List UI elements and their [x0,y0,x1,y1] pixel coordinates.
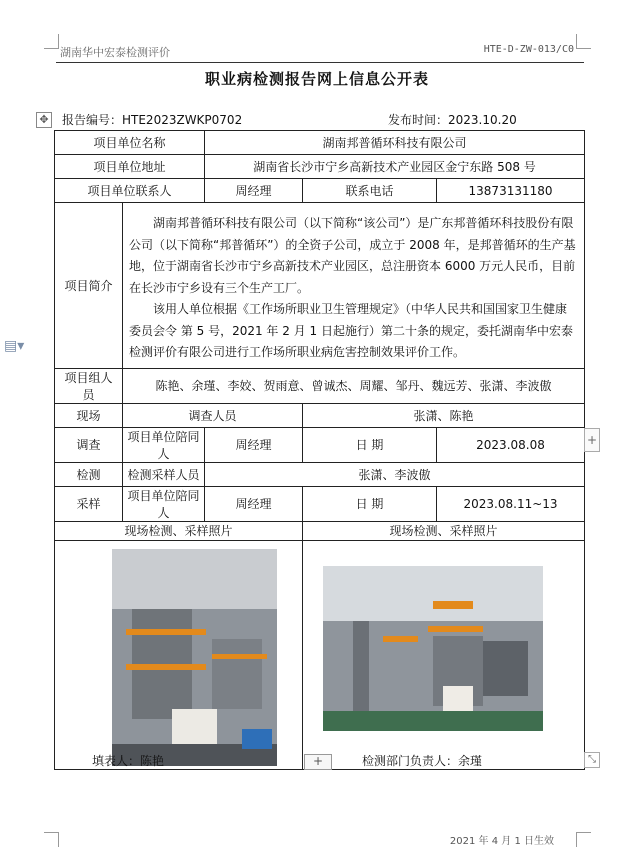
add-row-button[interactable]: + [304,754,332,770]
header-divider [56,62,584,63]
header-org: 湖南华中宏泰检测评价 [60,46,170,59]
investigator-value: 张潇、陈艳 [303,403,585,427]
intro-text [123,203,585,369]
survey-label-top: 现场 [55,403,123,427]
detect-escort-label: 项目单位陪同人 [123,486,205,521]
address-label: 项目单位地址 [55,155,205,179]
add-column-button[interactable]: + [584,428,600,452]
unit-name-label: 项目单位名称 [55,131,205,155]
sampler-label: 检测采样人员 [123,462,205,486]
sampler-value: 张潇、李波傲 [205,462,585,486]
filler-signature: 填表人：陈艳 [92,754,165,768]
intro-label: 项目简介 [55,203,123,369]
corner-mark-top-right [576,34,591,49]
detect-label-top: 检测 [55,462,123,486]
intro-paragraph-2: 该用人单位根据《工作场所职业卫生管理规定》（中华人民共和国国家卫生健康委员会令 第 5 号，2021 年 2 月 1 日起施行）第二十条的规定，委托湖南华中宏泰检测评价有限公司进行工作场所职业病危害控制效果评价工作。 [129,302,573,359]
document-options-icon[interactable]: ▤▾ [4,338,25,354]
table-move-handle-icon[interactable]: ✥ [36,112,52,128]
photo-title-left: 现场检测、采样照片 [55,521,303,540]
corner-mark-top-left [44,34,59,49]
effective-date: 2021 年 4 月 1 日生效 [449,836,554,847]
site-photo-left [112,549,277,766]
detect-date-label: 日 期 [303,486,437,521]
detect-escort-value: 周经理 [205,486,303,521]
members-label: 项目组人员 [55,368,123,403]
corner-mark-bottom-left [44,832,59,847]
phone-label: 联系电话 [303,179,437,203]
photo-cell-right [303,540,585,769]
photo-title-right: 现场检测、采样照片 [303,521,585,540]
table-resize-icon[interactable]: ⤡ [584,752,600,768]
survey-escort-label: 项目单位陪同人 [123,427,205,462]
survey-date-value: 2023.08.08 [437,427,585,462]
survey-label-bottom: 调查 [55,427,123,462]
detect-date-value: 2023.08.11~13 [437,486,585,521]
contact-value: 周经理 [205,179,303,203]
info-table [54,130,585,770]
detect-label-bottom: 采样 [55,486,123,521]
corner-mark-bottom-right [576,832,591,847]
header-code: HTE-D-ZW-013/C0 [483,44,574,55]
publish-time: 发布时间：2023.10.20 [388,113,517,127]
contact-label: 项目单位联系人 [55,179,205,203]
survey-escort-value: 周经理 [205,427,303,462]
dept-head-signature: 检测部门负责人：余瑾 [362,754,483,768]
photo-cell-left [55,540,303,769]
page-title: 职业病检测报告网上信息公开表 [204,70,429,88]
address-value: 湖南省长沙市宁乡高新技术产业园区金宁东路 508 号 [205,155,585,179]
report-number: 报告编号：HTE2023ZWKP0702 [62,113,243,127]
investigator-label: 调查人员 [123,403,303,427]
unit-name-value: 湖南邦普循环科技有限公司 [205,131,585,155]
members-value: 陈艳、余瑾、李姣、贺雨意、曾诚杰、周耀、邹丹、魏远芳、张潇、李波傲 [123,368,585,403]
phone-value: 13873131180 [437,179,585,203]
intro-paragraph-1: 湖南邦普循环科技有限公司（以下简称“该公司”）是广东邦普循环科技股份有限公司（以下简称“邦普循环”）的全资子公司，成立于 2008 年，是邦普循环的生产基地，位于湖南省长沙市宁乡高新技术产业园区，总注册资本 6000 万元人民币，目前在长沙市宁乡设有三个生产工厂。 [129,216,576,295]
site-photo-right [323,566,543,731]
survey-date-label: 日 期 [303,427,437,462]
